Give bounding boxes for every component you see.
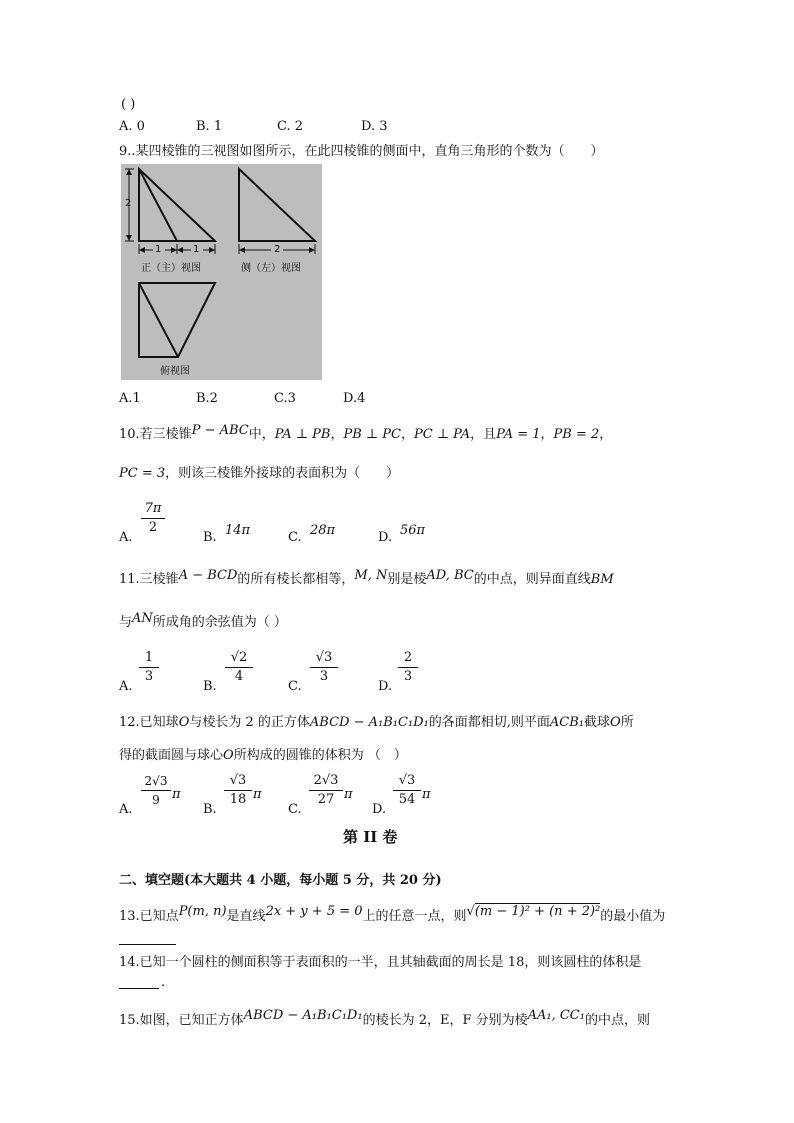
q9-stem: 9..某四棱锥的三视图如图所示，在此四棱锥的侧面中，直角三角形的个数为（ ） [119, 144, 604, 159]
q12-l1e: 所 [620, 715, 634, 730]
q11-t1: 的所有棱长都相等， [237, 572, 355, 587]
q11-t4: 与 [119, 615, 133, 630]
q13-expr: (m − 1)² + (n + 2)² [474, 904, 601, 919]
q15-cube: ABCD − A₁B₁C₁D₁ [243, 1008, 363, 1023]
dim-front-left-label: 1 [155, 244, 162, 255]
q13-sqrt: √(m − 1)² + (n + 2)² [466, 904, 601, 919]
q10-line1: 10.若三棱锥P − ABC中，PA ⊥ PB，PB ⊥ PC，PC ⊥ PA，且PA = 1，PB = 2， [119, 423, 613, 442]
q12-optB-num: √3 [224, 772, 252, 791]
q11-mn: M, N [354, 568, 388, 583]
dim-height-label: 2 [125, 198, 132, 209]
q11-optB-frac [225, 649, 253, 686]
q11-optC-frac [310, 649, 338, 686]
q10-v2: PB = 2 [553, 427, 600, 442]
q11-t3: 的中点，则异面直线 [473, 572, 591, 587]
q8-option-a: A. 0 [119, 119, 145, 134]
q10-v1: PA = 1 [496, 427, 541, 442]
q12-optC-den: 27 [317, 792, 335, 807]
q11-line1 [119, 568, 614, 587]
q10-pabc: P − ABC [191, 423, 249, 438]
q10-optA-label: A. [119, 530, 133, 545]
q10-optA-den: 2 [148, 520, 158, 535]
three-view-figure [121, 164, 322, 380]
q14-answer-blank [119, 987, 159, 989]
q12-optC-frac [309, 772, 343, 809]
q13-line-eq: 2x + y + 5 = 0 [265, 904, 363, 919]
q12-line1 [119, 711, 634, 730]
q11-optD-frac [398, 649, 418, 686]
q13-c: 上的任意一点，则 [362, 909, 467, 924]
q12-optB-frac [224, 772, 252, 809]
dim-side-label: 2 [274, 244, 281, 255]
q12-o3: O [223, 748, 234, 763]
q11-optC-label: C. [288, 679, 302, 694]
q12-optB-pi: π [253, 787, 262, 802]
q10-optC-val: 28π [310, 523, 336, 538]
q10-tail: ，则该三棱锥外接球的表面积为（ ） [165, 466, 400, 481]
q12-optA-pi: π [172, 787, 181, 802]
q13-pmn: P(m, n) [178, 904, 227, 919]
q10-qie: ，且 [470, 427, 497, 442]
q11-t2: 别是棱 [387, 572, 427, 587]
side-view-label: 侧（左）视图 [241, 263, 301, 274]
q12-o2: O [610, 715, 621, 730]
q11-adbc: AD, BC [426, 568, 474, 583]
q12-cube: ABCD − A₁B₁C₁D₁ [309, 715, 429, 730]
q12-optD-num: √3 [393, 772, 421, 791]
q8-option-b: B. 1 [196, 119, 223, 134]
q8-paren: ( ) [121, 97, 136, 112]
q10-c1: PA ⊥ PB [274, 427, 331, 442]
q12-optA-den: 9 [152, 793, 160, 807]
q11-abcd: A − BCD [178, 568, 238, 583]
q10-optD-label: D. [378, 530, 393, 545]
q15-edges: AA₁, CC₁ [527, 1008, 585, 1023]
q11-optA-label: A. [119, 679, 133, 694]
q15-b: 的棱长为 2，E，F 分别为棱 [362, 1013, 528, 1028]
q10-zhong: 中， [248, 427, 275, 442]
q13-answer-blank [119, 943, 176, 945]
q10-optA-num: 7π [141, 500, 165, 519]
q9-option-b: B.2 [196, 391, 218, 406]
q12-optA-label: A. [119, 802, 133, 817]
q9-option-d: D.4 [343, 391, 366, 406]
q10-line2 [119, 462, 399, 481]
dim-front-right-label: 1 [193, 244, 200, 255]
q8-option-d: D. 3 [361, 119, 388, 134]
q13-a: 13.已知点 [119, 909, 179, 924]
q11-optA-frac [139, 649, 159, 686]
q12-optD-pi: π [422, 787, 431, 802]
q12-optA-frac [141, 772, 171, 809]
q12-optD-frac [393, 772, 421, 809]
q10-c2: PB ⊥ PC [343, 427, 401, 442]
q11-optC-den: 3 [319, 669, 329, 684]
q11-num: 11.三棱锥 [119, 572, 179, 587]
q10-optB-label: B. [203, 530, 217, 545]
q11-t5: 所成角的余弦值为（ ） [152, 615, 287, 630]
q14-end: . [161, 975, 166, 990]
q12-optA-num: 2√3 [141, 772, 171, 791]
q10-num: 10.若三棱锥 [119, 427, 192, 442]
q12-optD-label: D. [372, 802, 387, 817]
q10-optB-val: 14π [225, 523, 251, 538]
q11-bm: BM [590, 572, 614, 587]
q10-optA-frac [141, 500, 165, 537]
q11-optD-num: 2 [398, 649, 418, 668]
section-heading: 二、填空题(本大题共 4 小题，每小题 5 分，共 20 分) [119, 873, 442, 888]
q11-an: AN [132, 611, 153, 626]
q8-option-c: C. 2 [277, 119, 304, 134]
q13-d: 的最小值为 [600, 909, 666, 924]
q13-line [119, 905, 665, 924]
q15-line [119, 1009, 650, 1028]
front-view-label: 正（主）视图 [141, 263, 201, 274]
q11-optA-den: 3 [144, 669, 154, 684]
q12-l1b: 与棱长为 2 的正方体 [189, 715, 310, 730]
q12-optC-label: C. [288, 802, 302, 817]
q12-l2a: 得的截面圆与球心 [119, 748, 224, 763]
q12-l1d: 截球 [584, 715, 611, 730]
q12-o1: O [178, 715, 190, 730]
q11-optD-den: 3 [403, 669, 413, 684]
q11-optD-label: D. [378, 679, 393, 694]
q12-optB-label: B. [203, 802, 217, 817]
q10-optC-label: C. [288, 530, 302, 545]
q11-optB-num: √2 [225, 649, 253, 668]
top-view-label: 俯视图 [160, 366, 190, 377]
q12-optC-num: 2√3 [309, 772, 343, 791]
q12-line2 [119, 744, 407, 763]
q11-optA-num: 1 [139, 649, 159, 668]
q9-option-c: C.3 [274, 391, 296, 406]
q11-line2 [119, 611, 287, 630]
q12-l1a: 12.已知球 [119, 715, 179, 730]
q10-optD-val: 56π [400, 523, 426, 538]
q12-l2b: 所构成的圆锥的体积为 （ ） [233, 748, 407, 763]
q12-plane: ACB₁ [549, 715, 585, 730]
q12-l1c: 的各面都相切,则平面 [428, 715, 550, 730]
q11-optB-label: B. [203, 679, 217, 694]
q15-a: 15.如图，已知正方体 [119, 1013, 244, 1028]
q10-v3: PC = 3 [119, 466, 166, 481]
q14-text: 14.已知一个圆柱的侧面积等于表面积的一半，且其轴截面的周长是 18，则该圆柱的体积是 [119, 955, 642, 970]
q13-b: 是直线 [226, 909, 266, 924]
q10-c3: PC ⊥ PA [414, 427, 471, 442]
section-title: 第 II 卷 [343, 828, 398, 846]
q12-optD-den: 54 [398, 792, 416, 807]
q11-optB-den: 4 [234, 669, 244, 684]
q15-c: 的中点，则 [584, 1013, 650, 1028]
q9-option-a: A.1 [119, 391, 141, 406]
q12-optC-pi: π [344, 787, 353, 802]
q11-optC-num: √3 [310, 649, 338, 668]
q12-optB-den: 18 [229, 792, 247, 807]
